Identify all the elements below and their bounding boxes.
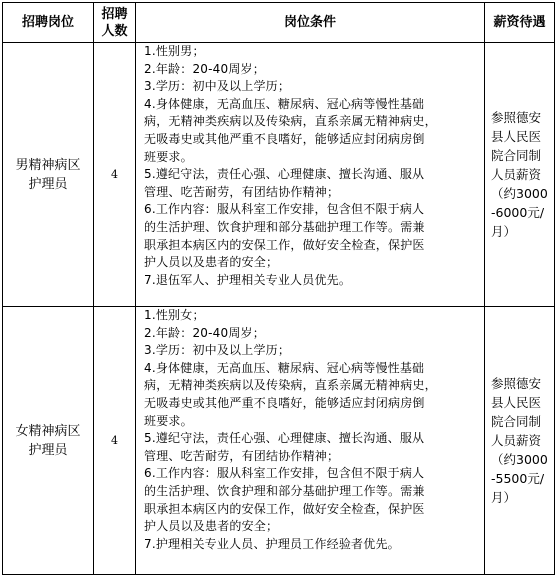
condition-line: 7.退伍军人、护理相关专业人员优先。 bbox=[144, 272, 352, 287]
condition-line: 职承担本病区内的安保工作，做好安全检查，保护医 bbox=[144, 501, 425, 516]
conditions-cell bbox=[136, 307, 485, 575]
condition-line: 2.年龄：20-40周岁； bbox=[144, 61, 265, 76]
condition-line: 1.性别女； bbox=[144, 308, 205, 322]
salary-cell: 参照德安县人民医院合同制人员薪资（约3000-6000元/月） bbox=[485, 43, 555, 307]
table-header-row bbox=[3, 3, 555, 43]
condition-line: 护人员以及患者的安全； bbox=[144, 519, 279, 534]
condition-line: 病，无精神类疾病以及传染病，直系亲属无精神病史， bbox=[144, 378, 437, 393]
number-cell: 4 bbox=[94, 43, 136, 307]
condition-line: 4.身体健康，无高血压、糖尿病、冠心病等慢性基础 bbox=[144, 96, 425, 111]
position-cell: 女精神病区护理员 bbox=[3, 307, 94, 575]
position-cell: 男精神病区护理员 bbox=[3, 43, 94, 307]
number-cell: 4 bbox=[94, 307, 136, 575]
condition-line: 职承担本病区内的安保工作，做好安全检查，保护医 bbox=[144, 237, 425, 252]
condition-line: 无吸毒史或其他严重不良嗜好，能够适应封闭病房倒 bbox=[144, 131, 425, 146]
condition-line: 护人员以及患者的安全； bbox=[144, 255, 279, 270]
header-number: 招聘人数 bbox=[94, 3, 136, 43]
condition-line: 无吸毒史或其他严重不良嗜好，能够适应封闭病房倒 bbox=[144, 395, 425, 410]
condition-line: 班要求。 bbox=[144, 149, 193, 164]
condition-line: 管理、吃苦耐劳，有团结协作精神； bbox=[144, 184, 340, 199]
condition-line: 6.工作内容：服从科室工作安排，包含但不限于病人 bbox=[144, 202, 425, 217]
condition-line: 的生活护理、饮食护理和部分基础护理工作等。需兼 bbox=[144, 483, 425, 498]
condition-line: 5.遵纪守法，责任心强、心理健康、擅长沟通、服从 bbox=[144, 167, 425, 182]
recruitment-table bbox=[2, 2, 555, 575]
salary-cell: 参照德安县人民医院合同制人员薪资（约3000-5500元/月） bbox=[485, 307, 555, 575]
condition-line: 3.学历：初中及以上学历； bbox=[144, 343, 291, 358]
condition-line: 6.工作内容：服从科室工作安排，包含但不限于病人 bbox=[144, 466, 425, 481]
condition-line: 2.年龄：20-40周岁； bbox=[144, 325, 265, 340]
table-row bbox=[3, 307, 555, 575]
condition-line: 病，无精神类疾病以及传染病，直系亲属无精神病史， bbox=[144, 114, 437, 129]
header-salary: 薪资待遇 bbox=[485, 3, 555, 43]
header-position: 招聘岗位 bbox=[3, 3, 94, 43]
condition-line: 管理、吃苦耐劳，有团结协作精神； bbox=[144, 448, 340, 463]
condition-line: 3.学历：初中及以上学历； bbox=[144, 79, 291, 94]
condition-line: 的生活护理、饮食护理和部分基础护理工作等。需兼 bbox=[144, 219, 425, 234]
conditions-cell bbox=[136, 43, 485, 307]
condition-line: 4.身体健康，无高血压、糖尿病、冠心病等慢性基础 bbox=[144, 360, 425, 375]
condition-line: 班要求。 bbox=[144, 413, 193, 428]
header-conditions: 岗位条件 bbox=[136, 3, 485, 43]
condition-line: 5.遵纪守法，责任心强、心理健康、擅长沟通、服从 bbox=[144, 431, 425, 446]
table-row bbox=[3, 43, 555, 307]
condition-line: 1.性别男； bbox=[144, 44, 205, 58]
condition-line: 7.护理相关专业人员、护理员工作经验者优先。 bbox=[144, 536, 400, 551]
